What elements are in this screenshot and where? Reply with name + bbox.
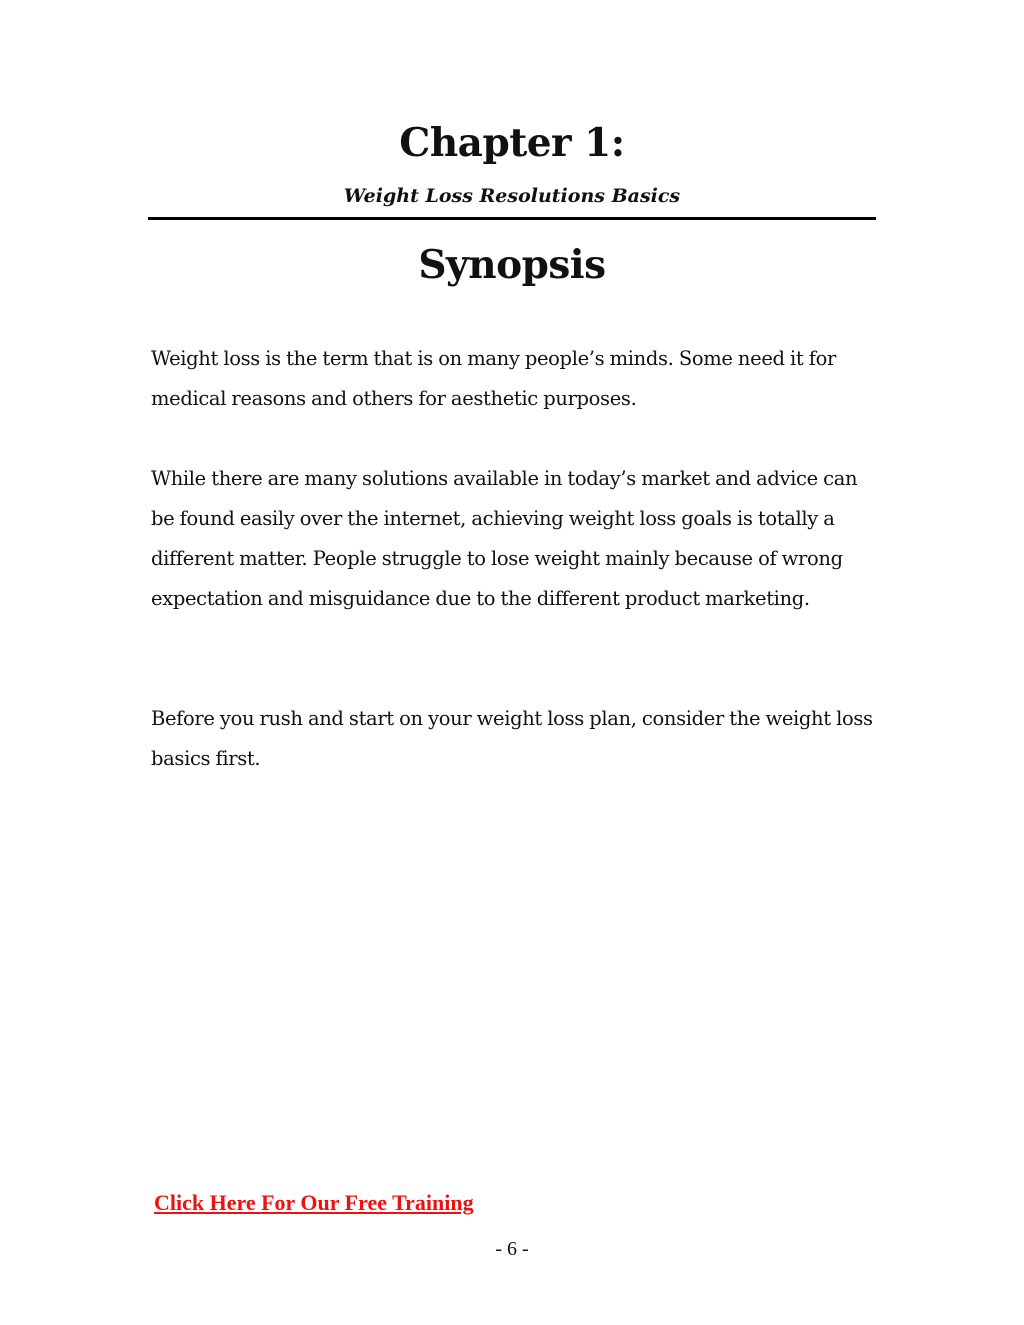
paragraph-2: While there are many solutions available in today’s market and advice can be found easily over the internet, achieving weight loss goals is totally a different matter. People struggle to lose weight mainly because of wrong expectation and misguidance due to the different product marketing. bbox=[151, 467, 858, 610]
page-number: - 6 - bbox=[495, 1238, 529, 1260]
free-training-link[interactable]: Click Here For Our Free Training bbox=[154, 1190, 474, 1215]
paragraph-3: Before you rush and start on your weight loss plan, consider the weight loss basics first. bbox=[151, 707, 873, 770]
chapter-subtitle: Weight Loss Resolutions Basics bbox=[343, 185, 681, 207]
title-divider bbox=[148, 217, 876, 220]
chapter-title: Chapter 1: bbox=[399, 120, 625, 166]
section-title: Synopsis bbox=[418, 242, 606, 288]
paragraph-1: Weight loss is the term that is on many people’s minds. Some need it for medical reasons and others for aesthetic purposes. bbox=[151, 347, 836, 410]
